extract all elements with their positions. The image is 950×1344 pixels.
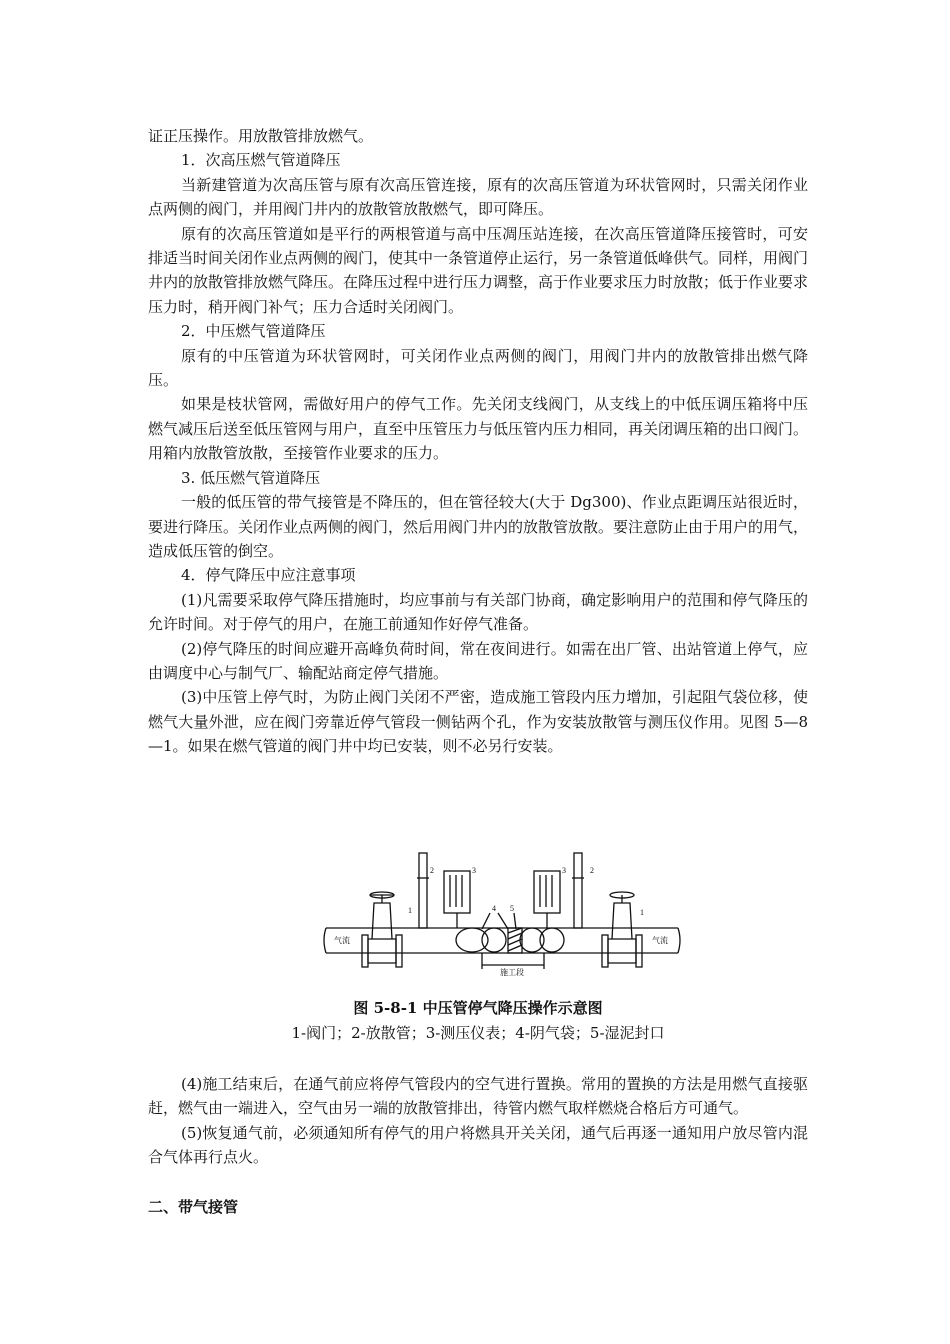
figure-legend: 1-阀门；2-放散管；3-测压仪表；4-阴气袋；5-湿泥封口 [291, 1024, 665, 1042]
body-text-top [148, 124, 808, 759]
left-gauge-tubes [450, 875, 462, 907]
right-vent-pipe [574, 853, 582, 928]
subheading-1: 1．次高压燃气管道降压 [181, 151, 341, 170]
label-n3: 3 [472, 866, 476, 875]
label-n4: 4 [492, 904, 496, 913]
pipe-left-end [324, 928, 326, 953]
right-flange-inner [602, 935, 608, 967]
paragraph: 如果是枝状管网，需做好用户的停气工作。先关闭支线阀门，从支线上的中低压调压箱将中压燃气减压后送至低压管网与用户，直至中压管压力与低压管内压力相同，再关闭调压箱的出口阀门。用箱内放散管放散，至接管作业要求的压力。 [148, 395, 809, 463]
paragraph: (5)恢复通气前，必须通知所有停气的用户将燃具开关关闭，通气后再逐一通知用户放尽管内混合气体再行点火。 [148, 1123, 808, 1167]
pipeline-diagram [322, 843, 682, 983]
right-gauge-tubes [540, 875, 552, 907]
paragraph: 当新建管道为次高压管与原有次高压管连接，原有的次高压管道为环状管网时，只需关闭作业点两侧的阀门，并用阀门井内的放散管放散燃气，即可降压。 [148, 175, 808, 219]
right-valve-bonnet [612, 903, 632, 939]
label-n3b: 3 [562, 866, 566, 875]
paragraph: 证正压操作。用放散管排放燃气。 [148, 127, 374, 145]
left-vent-pipe [419, 853, 427, 928]
subheading-4: 4．停气降压中应注意事项 [181, 566, 356, 585]
gas-bag-2 [482, 928, 506, 952]
left-valve-bonnet [372, 903, 392, 939]
leader-4a [482, 913, 490, 929]
right-flange-outer [636, 935, 642, 967]
mud-seal-hatch [508, 928, 522, 951]
paragraph: (2)停气降压的时间应避开高峰负荷时间，常在夜间进行。如需在出厂管、出站管道上停气，应由调度中心与制气厂、输配站商定停气措施。 [148, 639, 808, 682]
flow-label-right: 气流 [652, 936, 668, 945]
paragraph: (3)中压管上停气时，为防止阀门关闭不严密，造成施工管段内压力增加，引起阻气袋位移，使燃气大量外泄，应在阀门旁靠近停气管段一侧钻两个孔，作为安装放散管与测压仪作用。见图 5—8—1。如果在燃气管道的阀门井中均已安装，则不必另行安装。 [148, 688, 808, 756]
subheading-2: 2．中压燃气管道降压 [181, 322, 326, 341]
left-gauge-box [444, 871, 470, 913]
left-valve-body [368, 939, 396, 963]
leader-4b [498, 913, 508, 929]
label-n5: 5 [510, 904, 514, 913]
paragraph: (1)凡需要采取停气降压措施时，均应事前与有关部门协商，确定影响用户的范围和停气降压的允许时间。对于停气的用户，在施工前通知作好停气准备。 [148, 590, 808, 634]
paragraph: (4)施工结束后，在通气前应将停气管段内的空气进行置换。常用的置换的方法是用燃气直接驱赶，燃气由一端进入，空气由另一端的放散管排出，待管内燃气取样燃烧合格后方可通气。 [148, 1075, 808, 1118]
label-n1b: 1 [640, 908, 644, 917]
pipeline-diagram-svg [322, 843, 682, 983]
gas-bag-1 [456, 928, 488, 952]
paragraph: 原有的中压管道为环状管网时，可关闭作业点两侧的阀门，用阀门井内的放散管排出燃气降压。 [148, 346, 808, 390]
body-text-bottom [148, 1072, 808, 1170]
figure-caption: 图 5-8-1 中压管停气降压操作示意图 [353, 999, 603, 1017]
right-valve-body [608, 939, 636, 963]
pipe-right-end [678, 928, 680, 953]
left-flange-outer [362, 935, 368, 967]
work-section-label: 施工段 [500, 968, 524, 977]
label-n2b: 2 [590, 866, 594, 875]
left-flange-inner [396, 935, 402, 967]
label-n2: 2 [430, 866, 434, 875]
subheading-3: 3. 低压燃气管道降压 [181, 468, 321, 487]
leader-5 [514, 913, 516, 929]
paragraph: 原有的次高压管道如是平行的两根管道与高中压凋压站连接，在次高压管道降压接管时，可安排适当时间关闭作业点两侧的阀门，使其中一条管道停止运行，另一条管道低峰供气。同样，用阀门井内的放散管排放燃气降压。在降压过程中进行压力调整，高于作业要求压力时放散；低于作业要求压力时，稍开阀门补气；压力合适时关闭阀门。 [148, 224, 809, 316]
flow-label-left: 气流 [334, 936, 350, 945]
right-gauge-box [534, 871, 560, 913]
label-n1: 1 [408, 906, 412, 915]
paragraph: 一般的低压管的带气接管是不降压的，但在管径较大(大于 Dg300)、作业点距调压站很近时，要进行降压。关闭作业点两侧的阀门，然后用阀门井内的放散管放散。要注意防止由于用户的用气，造成低压管的倒空。 [148, 493, 809, 560]
section-heading: 二、带气接管 [148, 1198, 239, 1216]
